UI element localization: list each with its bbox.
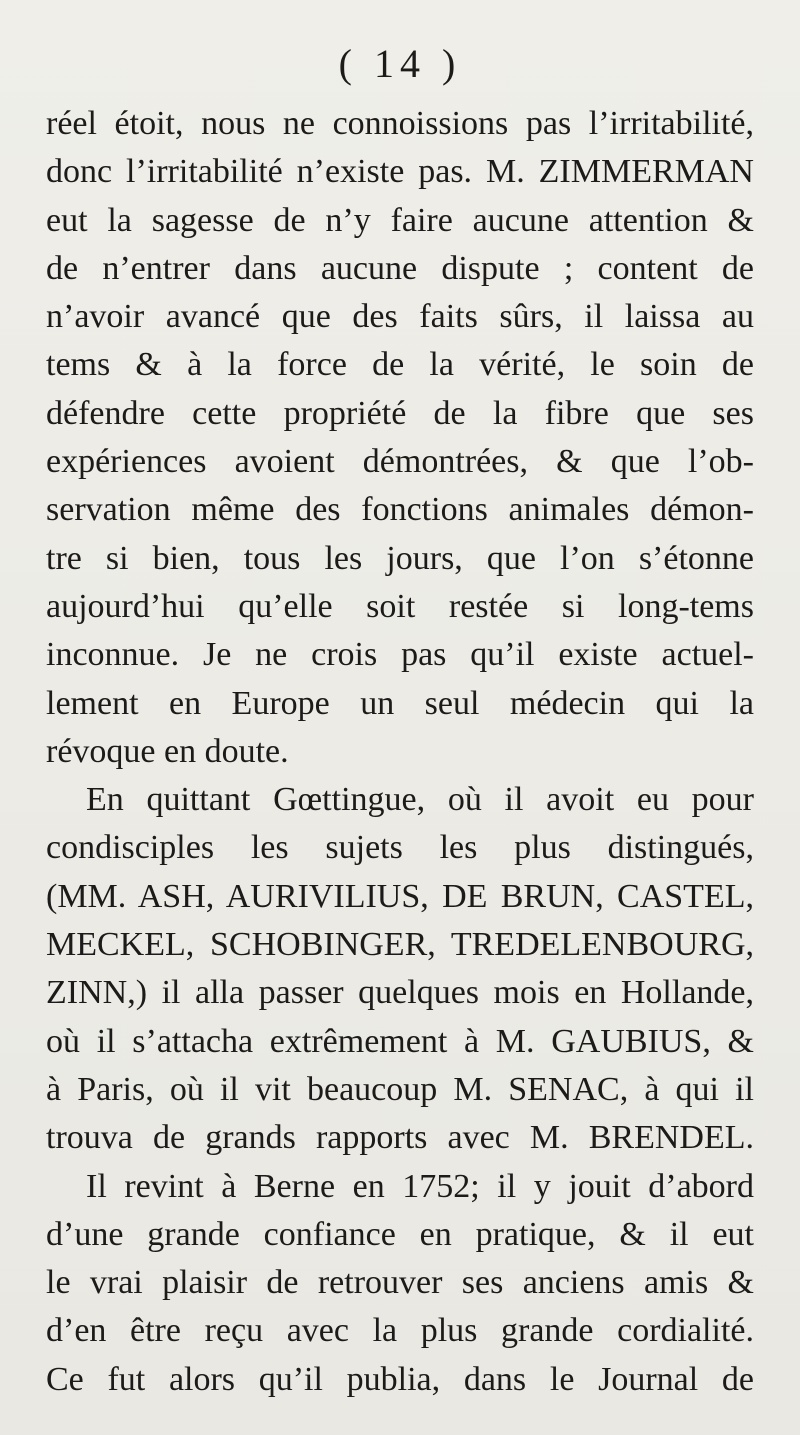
text-line: donc l’irritabilité n’existe pas. M. ZIMMERMAN — [46, 153, 754, 191]
text-line: d’une grande confiance en pratique, & il eut — [46, 1215, 754, 1253]
text-line: condisciples les sujets les plus distingués, — [46, 829, 754, 867]
text-line: n’avoir avancé que des faits sûrs, il laissa au — [46, 298, 754, 336]
text-line: aujourd’hui qu’elle soit restée si long-tems — [46, 587, 754, 625]
text-line: trouva de grands rapports avec M. BRENDEL. — [46, 1119, 754, 1157]
text-line: Il revint à Berne en 1752; il y jouit d’abord — [86, 1167, 754, 1205]
text-line: révoque en doute. — [46, 732, 289, 770]
text-line: servation même des fonctions animales démon- — [46, 491, 754, 529]
body-text — [46, 100, 754, 1404]
text-line: Ce fut alors qu’il publia, dans le Journal de — [46, 1360, 754, 1398]
text-line: eut la sagesse de n’y faire aucune attention & — [46, 201, 754, 239]
text-line: réel étoit, nous ne connoissions pas l’irritabilité, — [46, 105, 754, 142]
text-line: le vrai plaisir de retrouver ses anciens amis & — [46, 1264, 754, 1302]
text-line: En quittant Gœttingue, où il avoit eu pour — [86, 781, 754, 819]
text-line: (MM. ASH, AURIVILIUS, DE BRUN, CASTEL, — [46, 877, 754, 915]
text-line: où il s’attacha extrêmement à M. GAUBIUS, & — [46, 1022, 754, 1060]
text-line: inconnue. Je ne crois pas qu’il existe actuel- — [46, 636, 754, 674]
text-line: tre si bien, tous les jours, que l’on s’étonne — [46, 539, 754, 577]
text-line: ZINN,) il alla passer quelques mois en Hollande, — [46, 974, 754, 1012]
page-number: ( 14 ) — [338, 41, 462, 86]
text-line: d’en être reçu avec la plus grande cordialité. — [46, 1312, 754, 1350]
text-line: expériences avoient démontrées, & que l’ob- — [46, 443, 754, 481]
text-line: lement en Europe un seul médecin qui la — [46, 684, 754, 722]
text-line: tems & à la force de la vérité, le soin de — [46, 346, 754, 384]
text-line: défendre cette propriété de la fibre que ses — [46, 394, 754, 432]
text-line: de n’entrer dans aucune dispute ; content de — [46, 249, 754, 287]
text-line: MECKEL, SCHOBINGER, TREDELENBOURG, — [46, 926, 754, 964]
text-line: à Paris, où il vit beaucoup M. SENAC, à qui il — [46, 1070, 754, 1108]
